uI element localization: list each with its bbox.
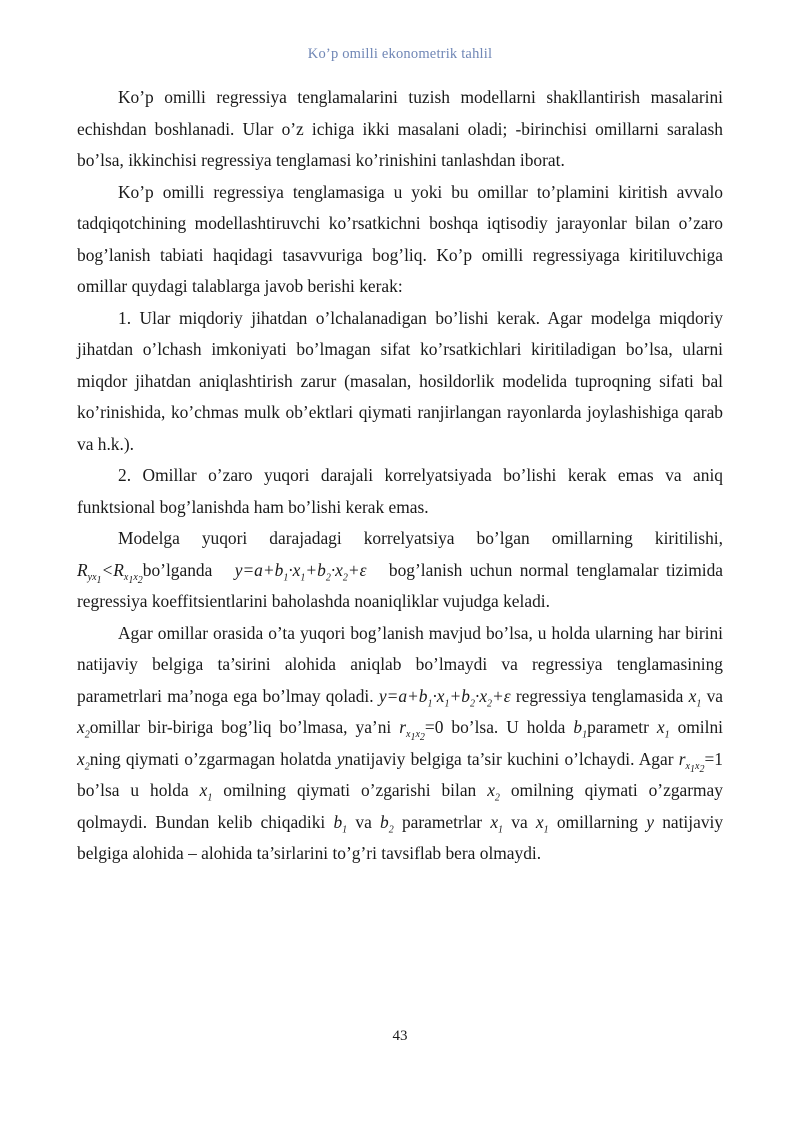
p6-text-4: omillar bir-biriga bog’liq bo’lmasa, ya’ni — [89, 717, 392, 737]
p6-text-14: parametrlar — [401, 811, 483, 832]
regression-equation: $y=a+b_1\cdot x_1+b_2\cdot x_2+\varepsilon$ — [234, 559, 367, 583]
p6-text-8: ning qiymati o’zgarmagan holatda — [89, 748, 332, 769]
var-x1-d: $x_1$ — [490, 811, 504, 835]
corr-zero: $r_{x_1x_2}=0$ — [399, 717, 444, 744]
p6-text-5: bo’lsa. U holda — [451, 717, 566, 737]
var-x1-c: $x_1$ — [199, 780, 213, 804]
var-x2-b: $x_2$ — [77, 748, 90, 772]
var-x1-e: $x_1$ — [535, 811, 549, 835]
regression-equation-2: $y=a+b_1\cdot x_1+b_2\cdot x_2+\varepsilon$ — [378, 685, 511, 709]
p5-text-2: bo’lganda — [142, 559, 213, 580]
p6-text-10: bo’lsa u holda — [77, 780, 189, 800]
page-number: 43 — [392, 1028, 408, 1044]
p6-text-11: omilning qiymati o’zgarishi bilan — [223, 780, 477, 800]
var-x2-c: $x_2$ — [487, 780, 500, 804]
param-b1-b: $b_1$ — [333, 811, 348, 835]
correlation-inequality: $R_{yx_1}<R_{x_1x_2}$ — [77, 559, 143, 586]
p6-text-12: omilning qiymati o’zgarmay qolmaydi. Bundan kelib chiqadiki — [77, 780, 723, 832]
var-x1: $x_1$ — [688, 685, 702, 709]
p6-text-6: parametr — [587, 717, 649, 737]
var-x1-b: $x_1$ — [656, 717, 670, 741]
param-b1: $b_1$ — [573, 717, 588, 741]
p6-text-13: va — [355, 811, 372, 832]
paragraph-4: 2. Omillar o’zaro yuqori darajali korrelyatsiyada bo’lishi kerak emas va aniq funktsional bog’lanishda ham bo’lishi kerak emas. — [77, 465, 723, 517]
p6-text-17: natijaviy belgiga alohida – alohida ta’sirlarini to’g’ri tavsiflab bera olmaydi. — [77, 811, 724, 863]
paragraph-1: Ko’p omilli regressiya tenglamalarini tuzish modellarni shakllantirish masalarini echishdan boshlanadi. Ular o’z ichiga ikki masalani oladi; -birinchisi omillarni saralash bo’lsa, ikkinchisi regressiya tenglamasi ko’rinishini tanlashdan iborat. — [77, 87, 723, 170]
p6-text-9: natijaviy belgiga ta’sir kuchini o’lchaydi. Agar — [344, 748, 674, 769]
p6-text-1: Agar omillar orasida o’ta yuqori bog’lanish mavjud bo’lsa, u holda ularning har birini natijaviy belgiga ta’sirini alohida aniqlab bo’lmaydi va regressiya tenglamasining parametrlari ma’noga ega bo’lmay qoladi. — [77, 622, 723, 706]
p6-text-16: omillarning — [556, 811, 639, 832]
paragraph-6 — [77, 618, 723, 870]
p6-text-15: va — [511, 811, 528, 832]
paragraph-2: Ko’p omilli regressiya tenglamasiga u yoki bu omillar to’plamini kiritish avvalo tadqiqotchining modellashtiruvchi ko’rsatkichni boshqa iqtisodiy jarayonlar bilan o’zaro bog’lanish tabiati haqidagi tasavvuriga bog’liq. Ko’p omilli regressiyaga kiritiluvchiga omillar quydagi talablarga javob berishi kerak: — [77, 181, 723, 296]
paragraph-3: 1. Ular miqdoriy jihatdan o’lchalanadigan bo’lishi kerak. Agar modelga miqdoriy jihatdan o’lchash imkoniyati bo’lmagan sifat ko’rsatkichlari kiritiladigan bo’lsa, ularni miqdor jihatdan aniqlashtirish zarur (masalan, hosildorlik modelida tuproqning sifati bal ko’rinishida, ko’chmas mulk ob’ektlari qiymati ranjirlangan rayonlarda joylashishiga qarab va h.k.). — [77, 307, 723, 454]
corr-one: $r_{x_1x_2}=1$ — [678, 748, 723, 775]
page-body — [77, 82, 723, 870]
param-b2: $b_2$ — [380, 811, 394, 835]
p6-text-3: va — [706, 685, 723, 706]
var-y: y — [336, 748, 345, 769]
p6-text-2: regressiya tenglamasida — [515, 685, 684, 706]
running-header: Ko’p omilli ekonometrik tahlil — [307, 46, 493, 62]
var-y-b: y — [646, 811, 654, 832]
paragraph-5 — [77, 523, 723, 618]
p6-text-7: omilni — [677, 717, 723, 737]
p5-text-3: bog’lanish uchun normal tenglamalar tizimida regressiya koeffitsientlarini baholashda noaniqliklar vujudga keladi. — [77, 559, 723, 611]
var-x2: $x_2$ — [77, 717, 90, 741]
p5-text-1: Modelga yuqori darajadagi korrelyatsiya bo’lgan omillarning kiritilishi, — [118, 528, 723, 548]
